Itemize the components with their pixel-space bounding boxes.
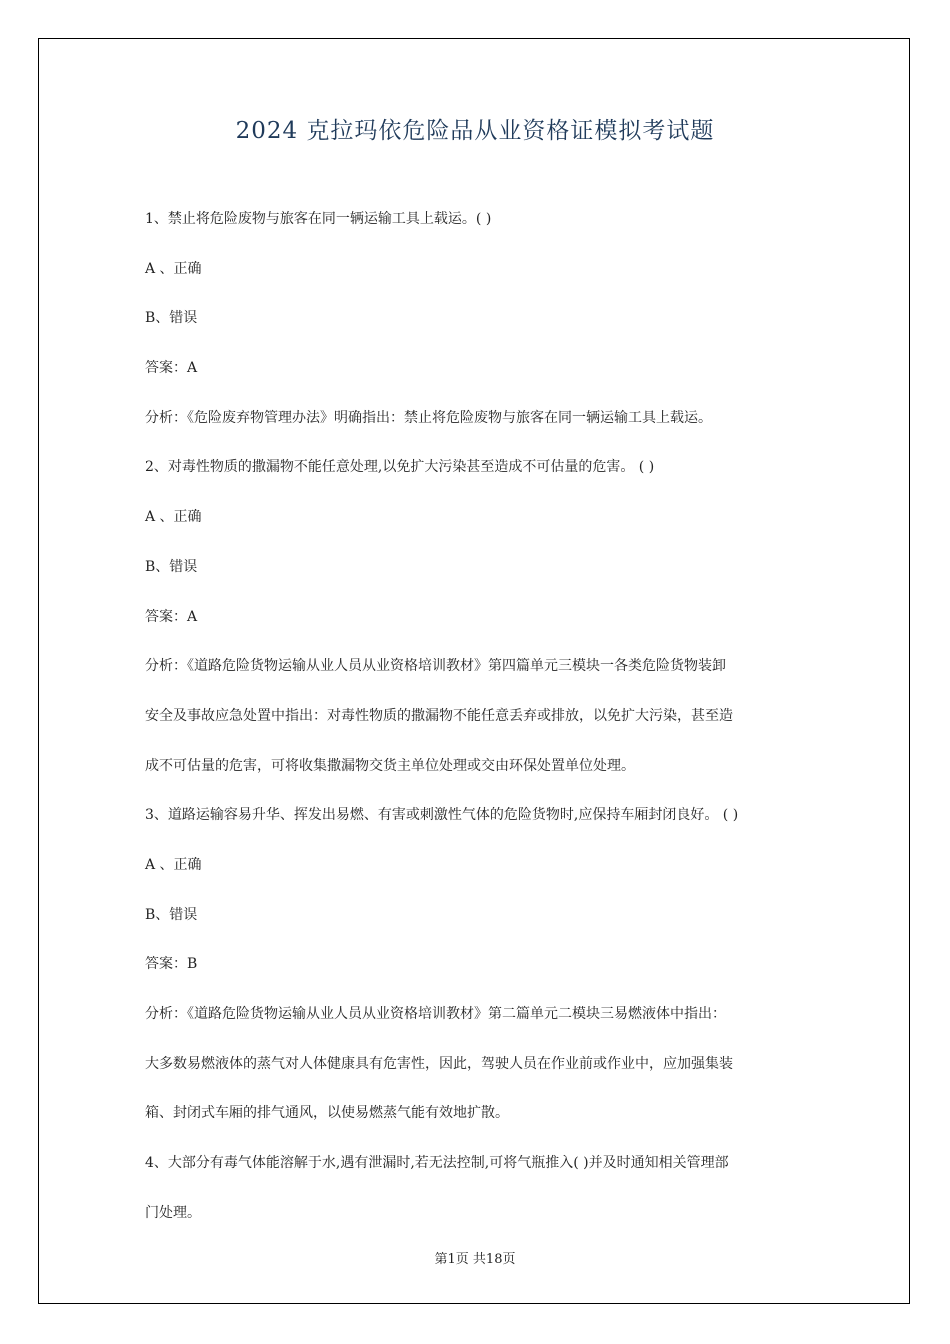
text-line: 答案：A bbox=[145, 608, 198, 625]
page-footer: 第1页 共18页 bbox=[434, 1252, 516, 1267]
text-line: A 、正确 bbox=[145, 856, 202, 873]
text-line: 分析：《道路危险货物运输从业人员从业资格培训教材》第四篇单元三模块一各类危险货物装卸 bbox=[145, 658, 726, 675]
text-line: 1、禁止将危险废物与旅客在同一辆运输工具上载运。( ) bbox=[145, 211, 492, 227]
text-line: B、错误 bbox=[145, 906, 198, 923]
text-line: A 、正确 bbox=[145, 509, 202, 526]
text-line: 门处理。 bbox=[145, 1204, 201, 1221]
text-line: B、错误 bbox=[145, 310, 198, 327]
text-line: 安全及事故应急处置中指出：对毒性物质的撒漏物不能任意丢弃或排放，以免扩大污染，甚至造 bbox=[145, 707, 733, 724]
document-body bbox=[145, 195, 815, 1238]
text-line: 箱、封闭式车厢的排气通风，以使易燃蒸气能有效地扩散。 bbox=[145, 1105, 509, 1122]
text-line: 4、大部分有毒气体能溶解于水,遇有泄漏时,若无法控制,可将气瓶推入( )并及时通知相关管理部 bbox=[145, 1155, 729, 1172]
text-line: 2、对毒性物质的撒漏物不能任意处理,以免扩大污染甚至造成不可估量的危害。 ( ) bbox=[145, 459, 655, 476]
text-line: 分析：《危险废弃物管理办法》明确指出：禁止将危险废物与旅客在同一辆运输工具上载运。 bbox=[145, 409, 712, 426]
text-line: 大多数易燃液体的蒸气对人体健康具有危害性，因此，驾驶人员在作业前或作业中，应加强集装 bbox=[145, 1055, 733, 1072]
text-line: 3、道路运输容易升华、挥发出易燃、有害或刺激性气体的危险货物时,应保持车厢封闭良好。 ( ) bbox=[145, 807, 739, 824]
text-line: 答案：B bbox=[145, 956, 198, 973]
document-title: 2024 克拉玛依危险品从业资格证模拟考试题 bbox=[235, 118, 715, 144]
text-line: A 、正确 bbox=[145, 260, 202, 277]
text-line: B、错误 bbox=[145, 558, 198, 575]
text-line: 成不可估量的危害，可将收集撒漏物交货主单位处理或交由环保处置单位处理。 bbox=[145, 757, 635, 774]
text-line: 分析：《道路危险货物运输从业人员从业资格培训教材》第二篇单元二模块三易燃液体中指出： bbox=[145, 1006, 726, 1022]
text-line: 答案：A bbox=[145, 360, 198, 377]
